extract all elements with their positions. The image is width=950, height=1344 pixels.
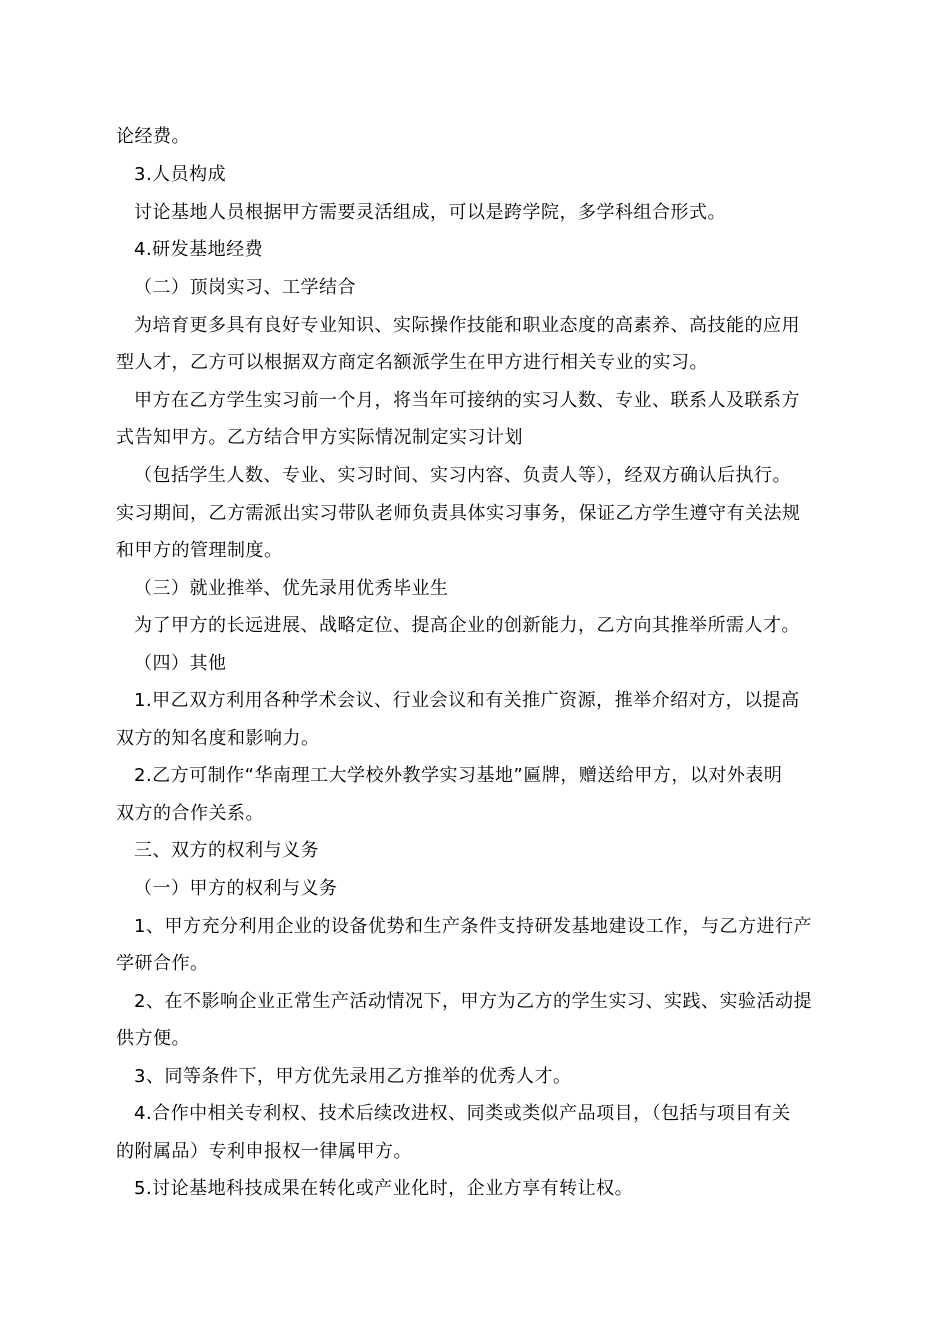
paragraph-line: 2、在不影响企业正常生产活动情况下，甲方为乙方的学生实习、实践、实验活动提 xyxy=(134,991,812,1012)
paragraph-line: 1、甲方充分利用企业的设备优势和生产条件支持研发基地建设工作，与乙方进行产 xyxy=(134,916,812,937)
paragraph-line: 实习期间，乙方需派出实习带队老师负责具体实习事务，保证乙方学生遵守有关法规 xyxy=(116,503,801,524)
paragraph-line: 为培育更多具有良好专业知识、实际操作技能和职业态度的高素养、高技能的应用 xyxy=(134,315,800,336)
section-heading: 3.人员构成 xyxy=(134,164,227,185)
paragraph-line: 为了甲方的长远进展、战略定位、提高企业的创新能力，乙方向其推举所需人才。 xyxy=(134,615,800,636)
paragraph-line: 学研合作。 xyxy=(116,953,209,974)
section-heading: 三、双方的权利与义务 xyxy=(134,840,319,861)
paragraph-line: 和甲方的管理制度。 xyxy=(116,540,283,561)
paragraph-line: 型人才，乙方可以根据双方商定名额派学生在甲方进行相关专业的实习。 xyxy=(116,352,708,373)
paragraph-line: 甲方在乙方学生实习前一个月，将当年可接纳的实习人数、专业、联系人及联系方 xyxy=(134,390,800,411)
section-heading: （四）其他 xyxy=(134,653,227,674)
section-heading: 4.研发基地经费 xyxy=(134,239,264,260)
paragraph-line: 2.乙方可制作“华南理工大学校外教学实习基地”匾牌，赠送给甲方，以对外表明 xyxy=(134,765,783,786)
paragraph-line: 讨论基地人员根据甲方需要灵活组成，可以是跨学院，多学科组合形式。 xyxy=(134,202,726,223)
paragraph-line: 4.合作中相关专利权、技术后续改进权、同类或类似产品项目，（包括与项目有关 xyxy=(134,1103,791,1124)
paragraph-line: 5.讨论基地科技成果在转化或产业化时，企业方享有转让权。 xyxy=(134,1178,634,1199)
section-heading: （二）顶岗实习、工学结合 xyxy=(134,277,356,298)
paragraph-line: （包括学生人数、专业、实习时间、实习内容、负责人等），经双方确认后执行。 xyxy=(134,465,791,486)
paragraph-line: 3、同等条件下，甲方优先录用乙方推举的优秀人才。 xyxy=(134,1066,572,1087)
paragraph-line: 双方的合作关系。 xyxy=(116,803,264,824)
paragraph-line: 式告知甲方。乙方结合甲方实际情况制定实习计划 xyxy=(116,427,523,448)
section-heading: （一）甲方的权利与义务 xyxy=(134,878,338,899)
paragraph-line: 供方便。 xyxy=(116,1028,190,1049)
section-heading: （三）就业推举、优先录用优秀毕业生 xyxy=(134,578,449,599)
paragraph-line: 1.甲乙双方利用各种学术会议、行业会议和有关推广资源，推举介绍对方，以提高 xyxy=(134,690,800,711)
paragraph-line: 论经费。 xyxy=(116,126,190,147)
paragraph-line: 的附属品）专利申报权一律属甲方。 xyxy=(116,1141,412,1162)
paragraph-line: 双方的知名度和影响力。 xyxy=(116,728,320,749)
